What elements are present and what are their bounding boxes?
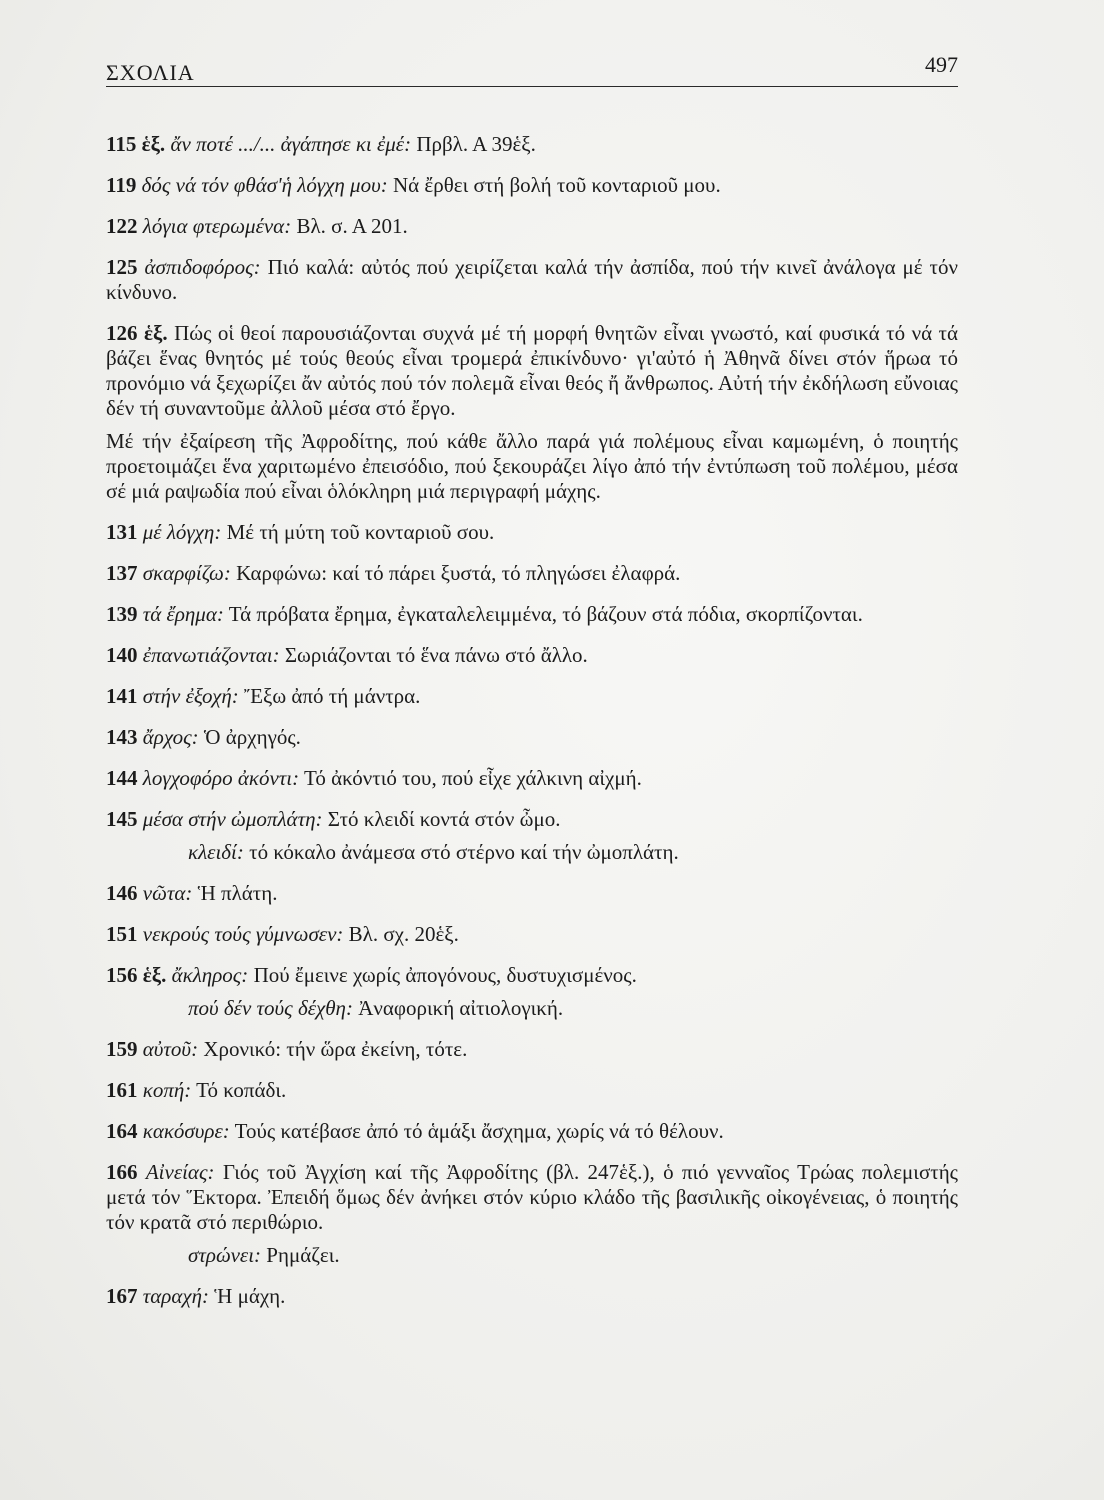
note-167	[106, 1284, 958, 1309]
note-131	[106, 520, 958, 545]
note-126	[106, 321, 958, 421]
note-137	[106, 561, 958, 586]
note-119	[106, 173, 958, 198]
line-number: 161	[106, 1078, 138, 1102]
note-text: Γιός τοῦ Ἀγχίση καί τῆς Ἀφροδίτης (βλ. 247ἑξ.), ὁ πιό γενναῖος Τρώας πολεμιστής μετά τόν Ἕκτορα. Ἐπειδή ὅμως δέν ἀνήκει στόν κύριο κλάδο τῆς βασιλικῆς οἰκογένειας, ὁ ποιητής τόν κρατᾶ στό περιθώριο.	[106, 1160, 958, 1234]
note-text: Στό κλειδί κοντά στόν ὦμο.	[327, 807, 561, 831]
note-text: Πρβλ. Α 39ἑξ.	[416, 132, 536, 156]
lemma: ἐπανωτιάζονται:	[142, 643, 280, 667]
lemma: ἄν ποτέ .../... ἀγάπησε κι ἐμέ:	[170, 132, 412, 156]
note-text: Τούς κατέβασε ἀπό τό ἁμάξι ἄσχημα, χωρίς νά τό θέλουν.	[234, 1119, 724, 1143]
lemma: δός νά τόν φθάσ'ἡ λόγχη μου:	[141, 173, 388, 197]
line-number: 119	[106, 173, 137, 197]
note-115	[106, 132, 958, 157]
lemma: κλειδί:	[188, 840, 244, 864]
line-number: 156 ἑξ.	[106, 963, 167, 987]
note-text: Τό κοπάδι.	[196, 1078, 287, 1102]
note-text: Ἔξω ἀπό τή μάντρα.	[243, 684, 421, 708]
note-text: Καρφώνω: καί τό πάρει ξυστά, τό πληγώσει ἐλαφρά.	[236, 561, 681, 585]
note-141	[106, 684, 958, 709]
line-number: 139	[106, 602, 138, 626]
line-number: 131	[106, 520, 138, 544]
lemma: μέσα στήν ὠμοπλάτη:	[142, 807, 323, 831]
lemma: στήν ἐξοχή:	[142, 684, 239, 708]
line-number: 167	[106, 1284, 138, 1308]
lemma: κοπή:	[142, 1078, 192, 1102]
note-text: Τό ἀκόντιό του, πού εἶχε χάλκινη αἰχμή.	[304, 766, 642, 790]
note-151	[106, 922, 958, 947]
note-text: Βλ. σ. Α 201.	[296, 214, 408, 238]
note-166	[106, 1160, 958, 1235]
note-text: Ἀναφορική αἰτιολογική.	[358, 996, 564, 1020]
note-text: Ὁ ἀρχηγός.	[203, 725, 301, 749]
line-number: 143	[106, 725, 138, 749]
running-head: ΣΧΟΛΙΑ	[106, 60, 195, 85]
lemma: μέ λόγχη:	[142, 520, 222, 544]
line-number: 141	[106, 684, 138, 708]
line-number: 115 ἑξ.	[106, 132, 166, 156]
line-number: 159	[106, 1037, 138, 1061]
note-text: Ἡ πλάτη.	[197, 881, 278, 905]
note-146	[106, 881, 958, 906]
lemma: κακόσυρε:	[142, 1119, 230, 1143]
line-number: 126 ἑξ.	[106, 321, 168, 345]
note-145	[106, 807, 958, 832]
note-166-sub	[106, 1243, 958, 1268]
note-text: Μέ τή μύτη τοῦ κονταριοῦ σου.	[226, 520, 495, 544]
commentary-notes	[106, 132, 958, 1325]
note-text: Ρημάζει.	[266, 1243, 340, 1267]
lemma: ἄρχος:	[142, 725, 199, 749]
line-number: 137	[106, 561, 138, 585]
line-number: 145	[106, 807, 138, 831]
note-122	[106, 214, 958, 239]
note-164	[106, 1119, 958, 1144]
note-144	[106, 766, 958, 791]
note-156	[106, 963, 958, 988]
line-number: 166	[106, 1160, 138, 1184]
note-text: Νά ἔρθει στή βολή τοῦ κονταριοῦ μου.	[392, 173, 721, 197]
page-number: 497	[925, 52, 958, 77]
line-number: 125	[106, 255, 138, 279]
line-number: 164	[106, 1119, 138, 1143]
lemma: πού δέν τούς δέχθη:	[188, 996, 353, 1020]
lemma: ἀσπιδοφόρος:	[144, 255, 261, 279]
note-text: τό κόκαλο ἀνάμεσα στό στέρνο καί τήν ὠμοπλάτη.	[249, 840, 679, 864]
line-number: 140	[106, 643, 138, 667]
lemma: νεκρούς τούς γύμνωσεν:	[142, 922, 344, 946]
note-text: Πού ἔμεινε χωρίς ἀπογόνους, δυστυχισμένος.	[253, 963, 637, 987]
lemma: Αἰνείας:	[145, 1160, 215, 1184]
note-text: Χρονικό: τήν ὥρα ἐκείνη, τότε.	[203, 1037, 468, 1061]
note-156-sub	[106, 996, 958, 1021]
lemma: αὐτοῦ:	[142, 1037, 199, 1061]
line-number: 151	[106, 922, 138, 946]
note-125	[106, 255, 958, 305]
lemma: λογχοφόρο ἀκόντι:	[142, 766, 300, 790]
note-161	[106, 1078, 958, 1103]
line-number: 122	[106, 214, 138, 238]
note-text: Πώς οἱ θεοί παρουσιάζονται συχνά μέ τή μορφή θνητῶν εἶναι γνωστό, καί φυσικά τό νά τά βάζει ἕνας θνητός μέ τούς θεούς εἶναι τρομερά ἐπικίνδυνο· γι'αὐτό ἡ Ἀθηνᾶ δίνει στόν ἥρωα τό προνόμιο νά ξεχωρίζει ἄν αὐτός πού τόν πολεμᾶ εἶναι θεός ἤ ἄνθρωπος. Αὐτή τήν ἐκδήλωση εὔνοιας δέν τή συναντοῦμε ἀλλοῦ μέσα στό ἔργο.	[106, 321, 959, 420]
lemma: στρώνει:	[188, 1243, 262, 1267]
line-number: 146	[106, 881, 138, 905]
note-140	[106, 643, 958, 668]
lemma: ταραχή:	[142, 1284, 210, 1308]
note-139	[106, 602, 958, 627]
note-159	[106, 1037, 958, 1062]
lemma: τά ἔρημα:	[142, 602, 224, 626]
page-header	[106, 50, 958, 87]
note-text: Βλ. σχ. 20ἑξ.	[348, 922, 459, 946]
note-text: Πιό καλά: αὐτός πού χειρίζεται καλά τήν ἀσπίδα, πού τήν κινεῖ ἀνάλογα μέ τόν κίνδυνο.	[106, 255, 958, 304]
note-145-sub	[106, 840, 958, 865]
lemma: σκαρφίζω:	[142, 561, 231, 585]
note-text: Τά πρόβατα ἔρημα, ἐγκαταλελειμμένα, τό βάζουν στά πόδια, σκορπίζονται.	[228, 602, 863, 626]
note-126-continuation	[106, 429, 958, 504]
note-text: Ἡ μάχη.	[214, 1284, 286, 1308]
line-number: 144	[106, 766, 138, 790]
note-text: Σωριάζονται τό ἕνα πάνω στό ἄλλο.	[284, 643, 588, 667]
note-143	[106, 725, 958, 750]
lemma: νῶτα:	[142, 881, 193, 905]
note-text: Μέ τήν ἐξαίρεση τῆς Ἀφροδίτης, πού κάθε ἄλλο παρά γιά πολέμους εἶναι καμωμένη, ὁ ποιητής προετοιμάζει ἕνα χαριτωμένο ἐπεισόδιο, πού ξεκουράζει λίγο ἀπό τήν ἐντύπωση τοῦ πολέμου, μέσα σέ μιά ραψωδία πού εἶναι ὁλόκληρη μιά περιγραφή μάχης.	[106, 429, 958, 503]
lemma: ἄκληρος:	[171, 963, 249, 987]
lemma: λόγια φτερωμένα:	[142, 214, 292, 238]
